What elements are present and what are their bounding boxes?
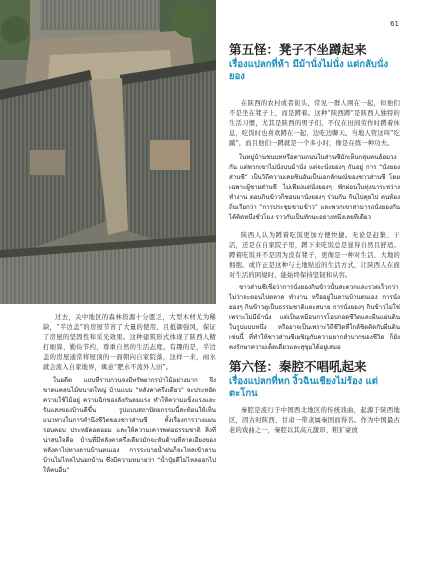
left-chinese-paragraph: 过去，关中地区的森林资源十分匮乏，大型木材尤为稀缺，“半边盖”的房屋节省了大量的使用，且抵御强风，保证了房屋的坚固性和采光效果。这种建筑形式体现了陕西人精打细算、勤俭节约、尊重自然的生活态度。有趣的是，半边盖的房屋通常将屋顶的一面朝向自家院落，这样一来，雨水就会流入自家地界，寓意“肥水不流外人田”。 (43, 314, 216, 371)
section-five-thai-paragraph-2: ชาวส่านซีเชื่อว่าการนั่งยองกินข้าวนั้นสะดวกและรวดเร็วกว่า ไม่ว่าจะตอนไปตลาด ทำงาน หรืออยู่ในลานบ้านตนเอง การนั่งยองๆ กินข้าวดูเป็นธรรมชาติและสบาย การนั่งยองๆ กินข้าวไม่ใช่เพราะไม่มีม้านั่ง แต่เป็นเหมือนการโอบกอดชีวิตและผืนแผ่นดินในรูปแบบหนึ่ง หรืออาจเป็นเพราะวิถีชีวิตที่ใกล้ชิดติดกับผืนดินเช่นนี้ ที่ทำให้ชาวส่านซีเผชิญกับความยากลำบากของชีวิต ก็ยังคงรักษาความเด็ดเดี่ยวและสุขุมได้อยู่เสมอ (229, 284, 400, 351)
section-five-thai-paragraph: ในหมู่บ้านชนบทหรือตามถนนในส่านซีมักเห็นกลุ่มคนล้อมวงกัน แต่พวกเขาไม่นั่งบนม้านั่ง แต่จะนั่งยองๆ กันอยู่ การ “นั่งยองส่านซี” เป็นวิถีความเคยชินอันเป็นเอกลักษณ์ของชาวส่านซี โดยเฉพาะผู้ชายส่านซี ไม่เพียงแต่นั่งยองๆ พักผ่อนในทุ่งนาระหว่างทำงาน ตอนกินข้าวก็ชอบมานั่งยองๆ ร่วมกัน กินไปคุยไป คนท้องถิ่นเรียกว่า “การประชุมชามข้าว” และพวกเขาสามารถนั่งยองกันได้ติดหนึ่งชั่วโมง ราวกับเป็นทักษะอย่างหนึ่งเลยทีเดียว (229, 154, 400, 221)
section-five-subheading: เรื่องแปลกที่ห้า มีม้านั่งไม่นั่ง แต่กลับนั่งยอง (229, 59, 389, 82)
page-number: 61 (390, 20, 399, 28)
section-six-subheading: เรื่องแปลกที่หก งิ้วฉินเชียงไม่ร้อง แต่ตะโกน (229, 376, 378, 399)
courtyard-rooftops-photo (0, 0, 216, 304)
left-column (43, 313, 216, 476)
left-thai-paragraph: ในอดีต แถบที่ราบกวนจงมีทรัพยากรป่าไม้อย่างมาก จึงขาดแคลนไม้ขนาดใหญ่ บ้านแบบ “หลังคาครึ่งเดียว” จะประหยัดความใช้ไม้อยู่ ความฉิกของลังกันลมแรง ทำให้ความแข็งแรงและรับแสงของบ้านดีขึ้น รูปแบบสถาปัตยกรรมนี้สะท้อนให้เห็นแนวทางในการคำนึงชีวิตของชาวส่านซี ทั้งเรื่องการวางแผนรอบคอบ ประหยัดอดออม และให้ความเคารพต่อธรรมชาติ สิ่งที่น่าสนใจคือ บ้านที่มีหลังคาครึ่งเดียวมักจะหันด้านที่ลาดเอียงของหลังคาไปทางลานบ้านตนเอง การระบายน้ำฝนก็จะไหลเข้าลานบ้านไม่ไหลไปนอกบ้าน ซึ่งมีความหมายว่า “น้ำปุ๋ยดีไม่ไหลออกไปให้คนอื่น” (43, 377, 216, 474)
section-five-chinese-paragraph-2: 陕西人认为蹲着吃饭更加方便快捷。无论是赶集、干活，还是在自家院子里，蹲下来吃饭总是显得自然且舒适。蹲着吃饭并不是因为没有凳子，更像是一种对生活、大地的拥抱。或许正是这种与土地贴近的生活方式，让陕西人在面对生活的困境时，能始终保持坚韧和从容。 (229, 232, 400, 279)
section-six-heading: 第六怪：秦腔不唱吼起来 (229, 359, 367, 374)
section-five-heading: 第五怪：凳子不坐蹲起来 (229, 42, 367, 57)
section-five-chinese-paragraph: 在陕西的农村或者街头，常见一群人围在一起，但他们不是坐在凳子上，而是蹲着。这种“陕西蹲”是陕西人独特的生活习惯，尤其是陕西的男子们，不仅在田间劳作时蹲着休息，吃饭时也喜欢蹲在一起，边吃边聊天。当地人管这叫“圪蹴”，而且他们一蹲就是一个多小时，像是在练一种功夫。 (229, 100, 400, 147)
section-six-chinese-paragraph: 秦腔是流行于中国西北地区的传统戏曲，起源于陕西地区，因古时陕西、甘肃一带隶属秦国而得名。作为中国最古老的戏曲之一，秦腔以其高亢激昂、粗犷豪放 (229, 407, 400, 434)
section-five (229, 42, 400, 436)
